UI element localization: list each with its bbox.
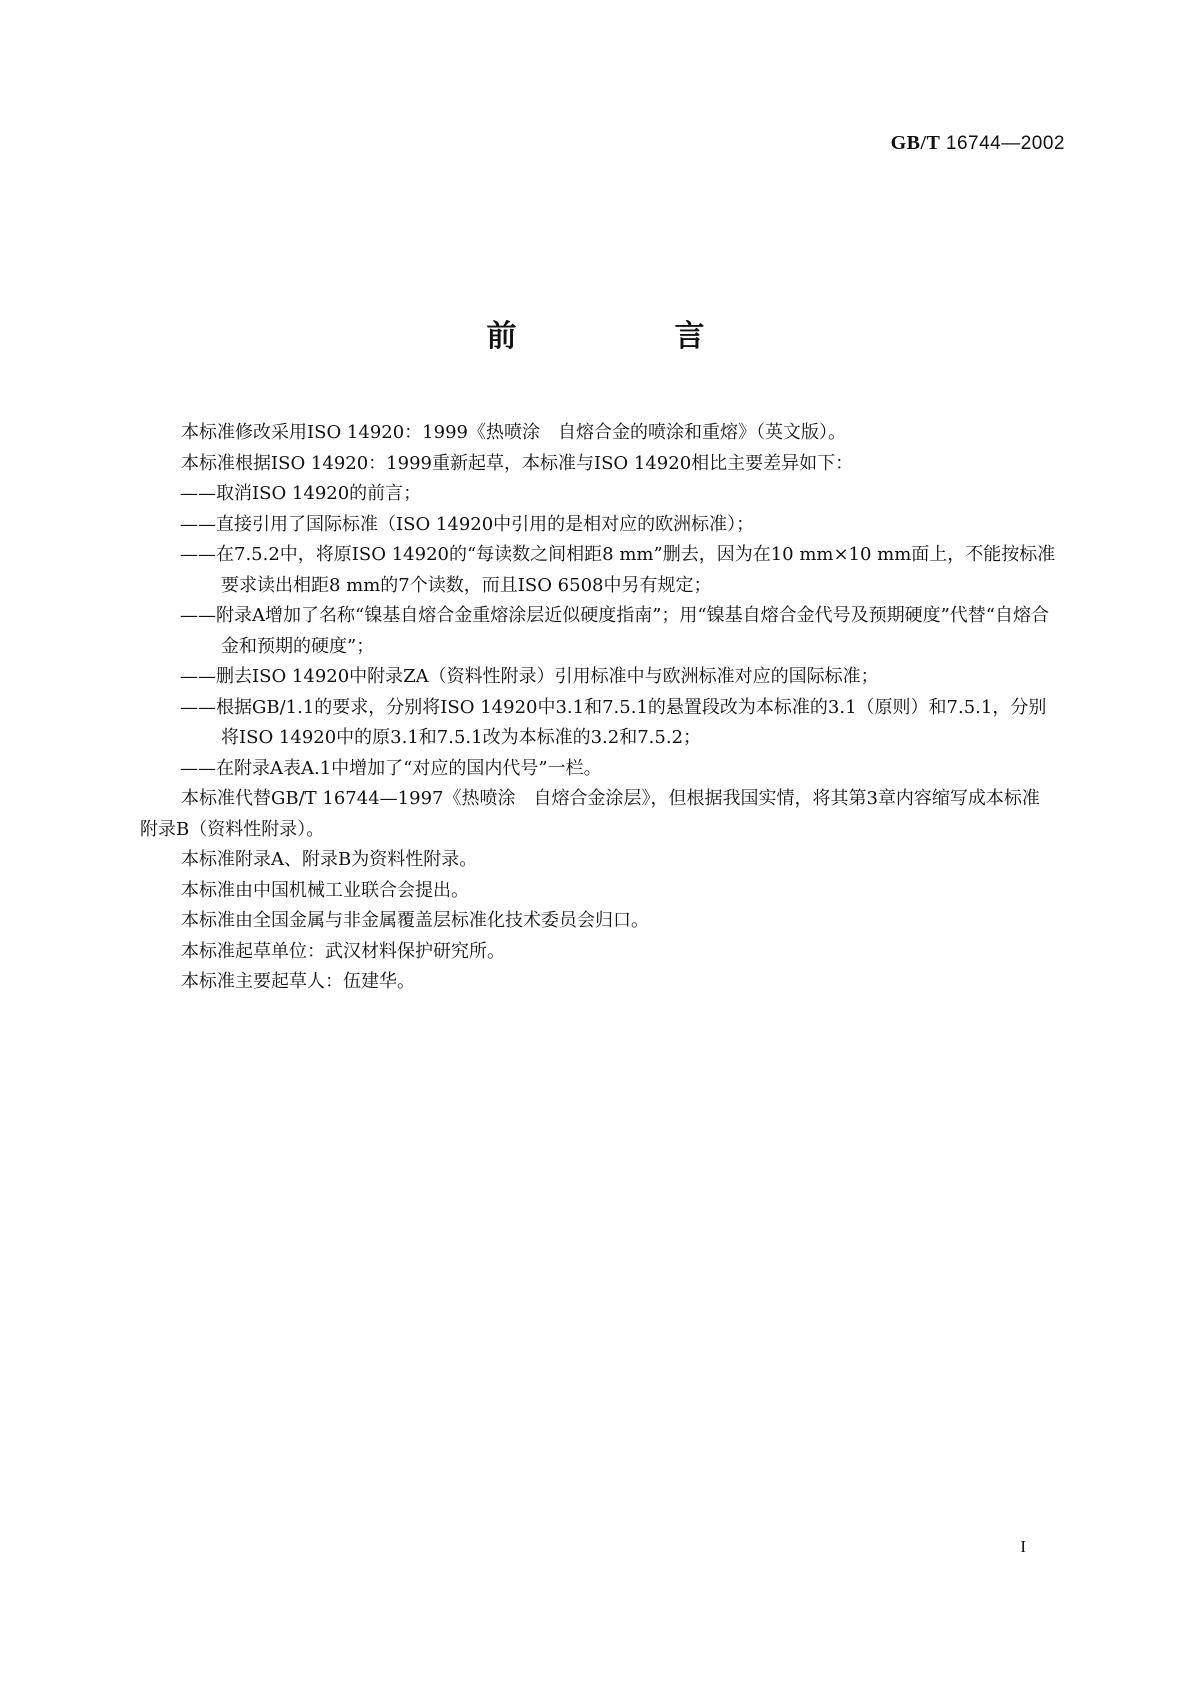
page-number: I: [1020, 1537, 1026, 1556]
foreword-body: [140, 418, 1057, 998]
paragraph: 本标准代替GB/T 16744—1997《热喷涂 自熔合金涂层》，但根据我国实情，将其第3章内容缩写成本标准附录B（资料性附录）。: [140, 788, 1040, 840]
paragraph: 本标准附录A、附录B为资料性附录。: [181, 849, 478, 870]
paragraph: 本标准修改采用ISO 14920：1999《热喷涂 自熔合金的喷涂和重熔》（英文版）。: [181, 422, 846, 443]
paragraph: 本标准起草单位：武汉材料保护研究所。: [181, 940, 505, 962]
list-item: ——根据GB/1.1的要求，分别将ISO 14920中3.1和7.5.1的悬置段改为本标准的3.1（原则）和7.5.1，分别将ISO 14920中的原3.1和7.5.1改为本标准的3.2和7.5.2；: [180, 696, 1047, 748]
list-item: ——在附录A表A.1中增加了“对应的国内代号”一栏。: [180, 757, 602, 779]
list-item: ——直接引用了国际标准（ISO 14920中引用的是相对应的欧洲标准）；: [180, 513, 755, 535]
list-item: ——删去ISO 14920中附录ZA（资料性附录）引用标准中与欧洲标准对应的国际标准；: [180, 666, 879, 687]
list-item: ——附录A增加了名称“镍基自熔合金重熔涂层近似硬度指南”；用“镍基自熔合金代号及预期硬度”代替“自熔合金和预期的硬度”；: [180, 605, 1050, 657]
paragraph: 本标准由中国机械工业联合会提出。: [181, 879, 469, 901]
standard-code: [891, 132, 1065, 155]
list-item: ——取消ISO 14920的前言；: [180, 483, 422, 504]
paragraph: 本标准由全国金属与非金属覆盖层标准化技术委员会归口。: [181, 910, 649, 931]
page-title: 前 言: [486, 319, 769, 354]
paragraph: 本标准主要起草人：伍建华。: [181, 971, 415, 992]
standard-code-number: 16744—2002: [945, 133, 1065, 154]
paragraph: 本标准根据ISO 14920：1999重新起草，本标准与ISO 14920相比主要差异如下：: [181, 452, 854, 474]
standard-code-prefix: GB/T: [890, 132, 941, 154]
list-item: ——在7.5.2中，将原ISO 14920的“每读数之间相距8 mm”删去，因为在10 mm×10 mm面上，不能按标准要求读出相距8 mm的7个读数，而且ISO 6508中另有规定；: [180, 544, 1056, 596]
